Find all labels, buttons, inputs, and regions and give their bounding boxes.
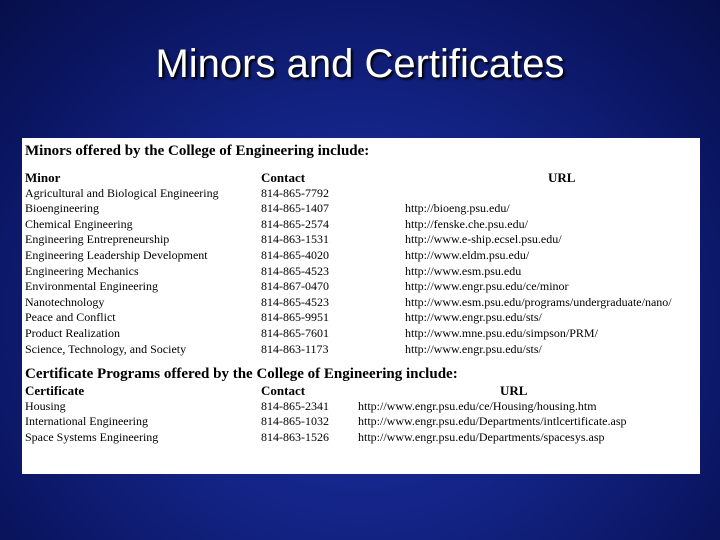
contact-column-header: Contact xyxy=(261,170,306,185)
program-name: Engineering Mechanics xyxy=(25,263,139,278)
program-name: International Engineering xyxy=(25,414,148,429)
slide-title: Minors and Certificates xyxy=(155,42,565,86)
program-url: http://www.engr.psu.edu/ce/Housing/housing.htm xyxy=(358,398,597,413)
contact-phone: 814-863-1526 xyxy=(261,429,329,444)
program-name: Engineering Entrepreneurship xyxy=(25,232,170,247)
program-url: http://www.esm.psu.edu/programs/undergraduate/nano/ xyxy=(405,294,672,309)
contact-phone: 814-865-7792 xyxy=(261,185,329,200)
contact-phone: 814-865-4523 xyxy=(261,294,329,309)
program-url: http://www.mne.psu.edu/simpson/PRM/ xyxy=(405,325,598,340)
minor-row xyxy=(25,310,697,326)
certificate-row xyxy=(25,399,697,415)
contact-phone: 814-865-4020 xyxy=(261,247,329,262)
program-url: http://www.engr.psu.edu/sts/ xyxy=(405,310,542,325)
contact-phone: 814-865-1407 xyxy=(261,201,329,216)
program-url: http://www.e-ship.ecsel.psu.edu/ xyxy=(405,232,562,247)
program-url: http://bioeng.psu.edu/ xyxy=(405,201,510,216)
contact-phone: 814-867-0470 xyxy=(261,279,329,294)
minors-list xyxy=(25,186,697,358)
program-url: http://fenske.che.psu.edu/ xyxy=(405,216,528,231)
minor-row xyxy=(25,326,697,342)
minor-row xyxy=(25,279,697,295)
program-url: http://www.esm.psu.edu xyxy=(405,263,522,278)
url-column-header: URL xyxy=(548,170,576,185)
program-url: http://www.engr.psu.edu/ce/minor xyxy=(405,279,569,294)
program-url: http://www.engr.psu.edu/Departments/intlcertificate.asp xyxy=(358,414,627,429)
program-name: Space Systems Engineering xyxy=(25,429,159,444)
contact-phone: 814-865-9951 xyxy=(261,310,329,325)
minor-row xyxy=(25,342,697,358)
program-url: http://www.engr.psu.edu/Departments/spacesys.asp xyxy=(358,429,605,444)
program-name: Agricultural and Biological Engineering xyxy=(25,185,219,200)
program-url: http://www.eldm.psu.edu/ xyxy=(405,247,530,262)
minor-row xyxy=(25,264,697,280)
contact-phone: 814-865-2574 xyxy=(261,216,329,231)
minor-row xyxy=(25,217,697,233)
contact-phone: 814-863-1531 xyxy=(261,232,329,247)
minor-row xyxy=(25,232,697,248)
minor-row xyxy=(25,248,697,264)
program-name: Nanotechnology xyxy=(25,294,105,309)
contact-phone: 814-865-7601 xyxy=(261,325,329,340)
certificates-heading: Certificate Programs offered by the College of Engineering include: xyxy=(25,366,458,383)
program-name: Engineering Leadership Development xyxy=(25,247,208,262)
minor-row xyxy=(25,295,697,311)
contact-phone: 814-865-4523 xyxy=(261,263,329,278)
program-name: Bioengineering xyxy=(25,201,99,216)
contact-phone: 814-865-1032 xyxy=(261,414,329,429)
cert-contact-column-header: Contact xyxy=(261,383,306,399)
certificate-row xyxy=(25,414,697,430)
minor-column-header: Minor xyxy=(25,170,61,185)
program-name: Environmental Engineering xyxy=(25,279,158,294)
program-name: Peace and Conflict xyxy=(25,310,116,325)
certificate-row xyxy=(25,430,697,446)
minor-row xyxy=(25,186,697,202)
program-url: http://www.engr.psu.edu/sts/ xyxy=(405,341,542,356)
program-name: Chemical Engineering xyxy=(25,216,133,231)
contact-phone: 814-863-1173 xyxy=(261,341,329,356)
minors-header-row xyxy=(25,170,697,186)
program-name: Product Realization xyxy=(25,325,120,340)
cert-url-column-header: URL xyxy=(500,383,528,399)
program-name: Science, Technology, and Society xyxy=(25,341,187,356)
program-name: Housing xyxy=(25,398,66,413)
contact-phone: 814-865-2341 xyxy=(261,398,329,413)
certificates-list xyxy=(25,399,697,446)
certificate-column-header: Certificate xyxy=(25,383,85,399)
minor-row xyxy=(25,201,697,217)
minors-heading: Minors offered by the College of Engineering include: xyxy=(25,143,370,159)
programs-table-image xyxy=(22,138,700,474)
certificates-header-row xyxy=(25,383,697,399)
